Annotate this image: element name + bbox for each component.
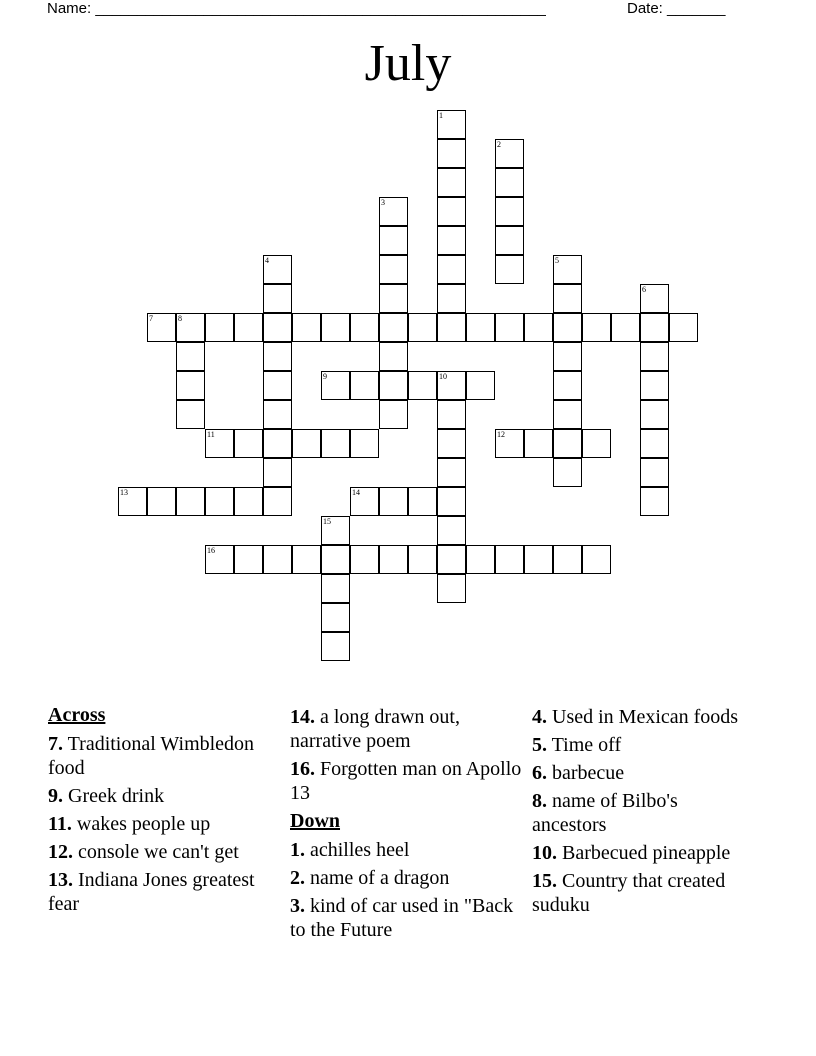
clue-text: Indiana Jones greatest fear — [48, 869, 255, 915]
grid-cell[interactable] — [263, 429, 292, 458]
grid-cell[interactable] — [582, 429, 611, 458]
clue-down-1 — [290, 838, 522, 862]
grid-cell[interactable] — [176, 342, 205, 371]
grid-cell[interactable] — [466, 371, 495, 400]
clue-down-5 — [532, 733, 752, 757]
grid-cell[interactable] — [437, 226, 466, 255]
grid-cell[interactable] — [495, 313, 524, 342]
grid-cell[interactable] — [553, 255, 582, 284]
grid-cell[interactable] — [495, 545, 524, 574]
clue-number: 5. — [532, 734, 547, 756]
grid-cell[interactable] — [408, 487, 437, 516]
clue-text: kind of car used in "Back to the Future — [290, 895, 514, 941]
grid-cell[interactable] — [147, 487, 176, 516]
grid-cell[interactable] — [379, 226, 408, 255]
clue-text: barbecue — [552, 762, 625, 784]
grid-cell[interactable] — [379, 371, 408, 400]
clue-text: Forgotten man on Apollo 13 — [290, 758, 522, 804]
clue-text: name of a dragon — [310, 867, 450, 889]
grid-cell[interactable] — [379, 487, 408, 516]
clue-column-3 — [532, 705, 752, 921]
cell-number: 13 — [120, 488, 128, 497]
grid-cell[interactable] — [437, 487, 466, 516]
grid-cell[interactable] — [379, 255, 408, 284]
grid-cell[interactable] — [466, 545, 495, 574]
grid-cell[interactable] — [205, 545, 234, 574]
clue-number: 7. — [48, 733, 63, 755]
clue-text: Greek drink — [68, 785, 165, 807]
grid-cell[interactable] — [553, 429, 582, 458]
grid-cell[interactable] — [321, 574, 350, 603]
grid-cell[interactable] — [379, 197, 408, 226]
grid-cell[interactable] — [640, 458, 669, 487]
clue-number: 13. — [48, 869, 73, 891]
cell-number: 10 — [439, 372, 447, 381]
cell-number: 8 — [178, 314, 182, 323]
clue-down-10 — [532, 841, 752, 865]
grid-cell[interactable] — [205, 313, 234, 342]
grid-cell[interactable] — [176, 487, 205, 516]
clue-text: Used in Mexican foods — [552, 706, 739, 728]
clue-down-4 — [532, 705, 752, 729]
grid-cell[interactable] — [495, 255, 524, 284]
clue-text: Traditional Wimbledon food — [48, 733, 255, 779]
grid-cell[interactable] — [379, 284, 408, 313]
grid-cell[interactable] — [408, 313, 437, 342]
grid-cell[interactable] — [263, 342, 292, 371]
grid-cell[interactable] — [321, 632, 350, 661]
grid-cell[interactable] — [640, 487, 669, 516]
clue-number: 14. — [290, 706, 315, 728]
grid-cell[interactable] — [437, 197, 466, 226]
clue-number: 2. — [290, 867, 305, 889]
grid-cell[interactable] — [437, 168, 466, 197]
cell-number: 11 — [207, 430, 215, 439]
grid-cell[interactable] — [321, 429, 350, 458]
clue-across-7 — [48, 732, 280, 780]
grid-cell[interactable] — [263, 255, 292, 284]
grid-cell[interactable] — [437, 284, 466, 313]
grid-cell[interactable] — [437, 458, 466, 487]
cell-number: 3 — [381, 198, 385, 207]
grid-cell[interactable] — [640, 429, 669, 458]
grid-cell[interactable] — [408, 545, 437, 574]
name-field[interactable]: Name: ______________________________________________________ — [47, 0, 546, 17]
clue-across-13 — [48, 868, 280, 916]
grid-cell[interactable] — [495, 139, 524, 168]
clue-down-3 — [290, 894, 522, 942]
grid-cell[interactable] — [234, 545, 263, 574]
clue-number: 15. — [532, 870, 557, 892]
clue-number: 10. — [532, 842, 557, 864]
grid-cell[interactable] — [495, 429, 524, 458]
grid-cell[interactable] — [379, 545, 408, 574]
grid-cell[interactable] — [118, 487, 147, 516]
cell-number: 2 — [497, 140, 501, 149]
grid-cell[interactable] — [292, 545, 321, 574]
grid-cell[interactable] — [669, 313, 698, 342]
grid-cell[interactable] — [176, 400, 205, 429]
clue-text: Country that created suduku — [532, 870, 726, 916]
grid-cell[interactable] — [379, 342, 408, 371]
grid-cell[interactable] — [234, 429, 263, 458]
clue-across-12 — [48, 840, 280, 864]
grid-cell[interactable] — [263, 371, 292, 400]
grid-cell[interactable] — [176, 371, 205, 400]
grid-cell[interactable] — [640, 284, 669, 313]
clue-number: 3. — [290, 895, 305, 917]
grid-cell[interactable] — [437, 429, 466, 458]
grid-cell[interactable] — [292, 313, 321, 342]
grid-cell[interactable] — [524, 429, 553, 458]
cell-number: 15 — [323, 517, 331, 526]
cell-number: 6 — [642, 285, 646, 294]
clue-number: 6. — [532, 762, 547, 784]
clue-column-1 — [48, 703, 280, 920]
grid-cell[interactable] — [408, 371, 437, 400]
grid-cell[interactable] — [437, 574, 466, 603]
clue-number: 12. — [48, 841, 73, 863]
grid-cell[interactable] — [321, 371, 350, 400]
grid-cell[interactable] — [437, 516, 466, 545]
clue-down-6 — [532, 761, 752, 785]
cell-number: 7 — [149, 314, 153, 323]
cell-number: 16 — [207, 546, 215, 555]
cell-number: 9 — [323, 372, 327, 381]
grid-cell[interactable] — [437, 371, 466, 400]
grid-cell[interactable] — [611, 313, 640, 342]
grid-cell[interactable] — [553, 313, 582, 342]
clue-text: a long drawn out, narrative poem — [290, 706, 460, 752]
cell-number: 1 — [439, 111, 443, 120]
grid-cell[interactable] — [495, 197, 524, 226]
grid-cell[interactable] — [582, 545, 611, 574]
grid-cell[interactable] — [321, 516, 350, 545]
grid-cell[interactable] — [379, 313, 408, 342]
grid-cell[interactable] — [553, 545, 582, 574]
page-title: July — [364, 35, 452, 92]
down-heading: Down — [290, 810, 341, 832]
grid-cell[interactable] — [263, 458, 292, 487]
grid-cell[interactable] — [263, 487, 292, 516]
grid-cell[interactable] — [437, 110, 466, 139]
grid-cell[interactable] — [350, 487, 379, 516]
cell-number: 5 — [555, 256, 559, 265]
grid-cell[interactable] — [379, 400, 408, 429]
clue-down-15 — [532, 869, 752, 917]
clue-text: Barbecued pineapple — [562, 842, 731, 864]
clue-text: Time off — [551, 734, 622, 756]
across-heading: Across — [48, 704, 106, 726]
clue-text: console we can't get — [78, 841, 239, 863]
clue-number: 9. — [48, 785, 63, 807]
clue-text: name of Bilbo's ancestors — [532, 790, 678, 836]
clue-number: 16. — [290, 758, 315, 780]
grid-cell[interactable] — [437, 545, 466, 574]
clue-column-2 — [290, 705, 522, 946]
grid-cell[interactable] — [524, 545, 553, 574]
grid-cell[interactable] — [553, 458, 582, 487]
clue-down-8 — [532, 789, 752, 837]
grid-cell[interactable] — [582, 313, 611, 342]
cell-number: 4 — [265, 256, 269, 265]
grid-cell[interactable] — [524, 313, 553, 342]
grid-cell[interactable] — [553, 284, 582, 313]
clue-number: 8. — [532, 790, 547, 812]
grid-cell[interactable] — [553, 342, 582, 371]
grid-cell[interactable] — [640, 371, 669, 400]
cell-number: 14 — [352, 488, 360, 497]
grid-cell[interactable] — [350, 429, 379, 458]
date-field[interactable]: Date: _______ — [627, 0, 726, 17]
grid-cell[interactable] — [176, 313, 205, 342]
grid-cell[interactable] — [466, 313, 495, 342]
grid-cell[interactable] — [553, 371, 582, 400]
grid-cell[interactable] — [321, 313, 350, 342]
grid-cell[interactable] — [147, 313, 176, 342]
grid-cell[interactable] — [495, 226, 524, 255]
cell-number: 12 — [497, 430, 505, 439]
grid-cell[interactable] — [205, 487, 234, 516]
grid-cell[interactable] — [437, 255, 466, 284]
grid-cell[interactable] — [437, 313, 466, 342]
grid-cell[interactable] — [263, 400, 292, 429]
grid-cell[interactable] — [437, 400, 466, 429]
grid-cell[interactable] — [640, 342, 669, 371]
grid-cell[interactable] — [321, 603, 350, 632]
grid-cell[interactable] — [205, 429, 234, 458]
grid-cell[interactable] — [234, 487, 263, 516]
grid-cell[interactable] — [263, 545, 292, 574]
grid-cell[interactable] — [350, 371, 379, 400]
clue-down-2 — [290, 866, 522, 890]
grid-cell[interactable] — [350, 313, 379, 342]
grid-cell[interactable] — [495, 168, 524, 197]
grid-cell[interactable] — [640, 313, 669, 342]
grid-cell[interactable] — [263, 313, 292, 342]
grid-cell[interactable] — [321, 545, 350, 574]
clue-across-14 — [290, 705, 522, 753]
clue-number: 1. — [290, 839, 305, 861]
clue-number: 11. — [48, 813, 72, 835]
clue-across-16 — [290, 757, 522, 805]
grid-cell[interactable] — [234, 313, 263, 342]
grid-cell[interactable] — [263, 284, 292, 313]
clue-across-9 — [48, 784, 280, 808]
clue-number: 4. — [532, 706, 547, 728]
grid-cell[interactable] — [640, 400, 669, 429]
clue-across-11 — [48, 812, 280, 836]
grid-cell[interactable] — [437, 139, 466, 168]
grid-cell[interactable] — [350, 545, 379, 574]
grid-cell[interactable] — [553, 400, 582, 429]
clue-text: achilles heel — [310, 839, 410, 861]
clue-text: wakes people up — [76, 813, 211, 835]
grid-cell[interactable] — [292, 429, 321, 458]
